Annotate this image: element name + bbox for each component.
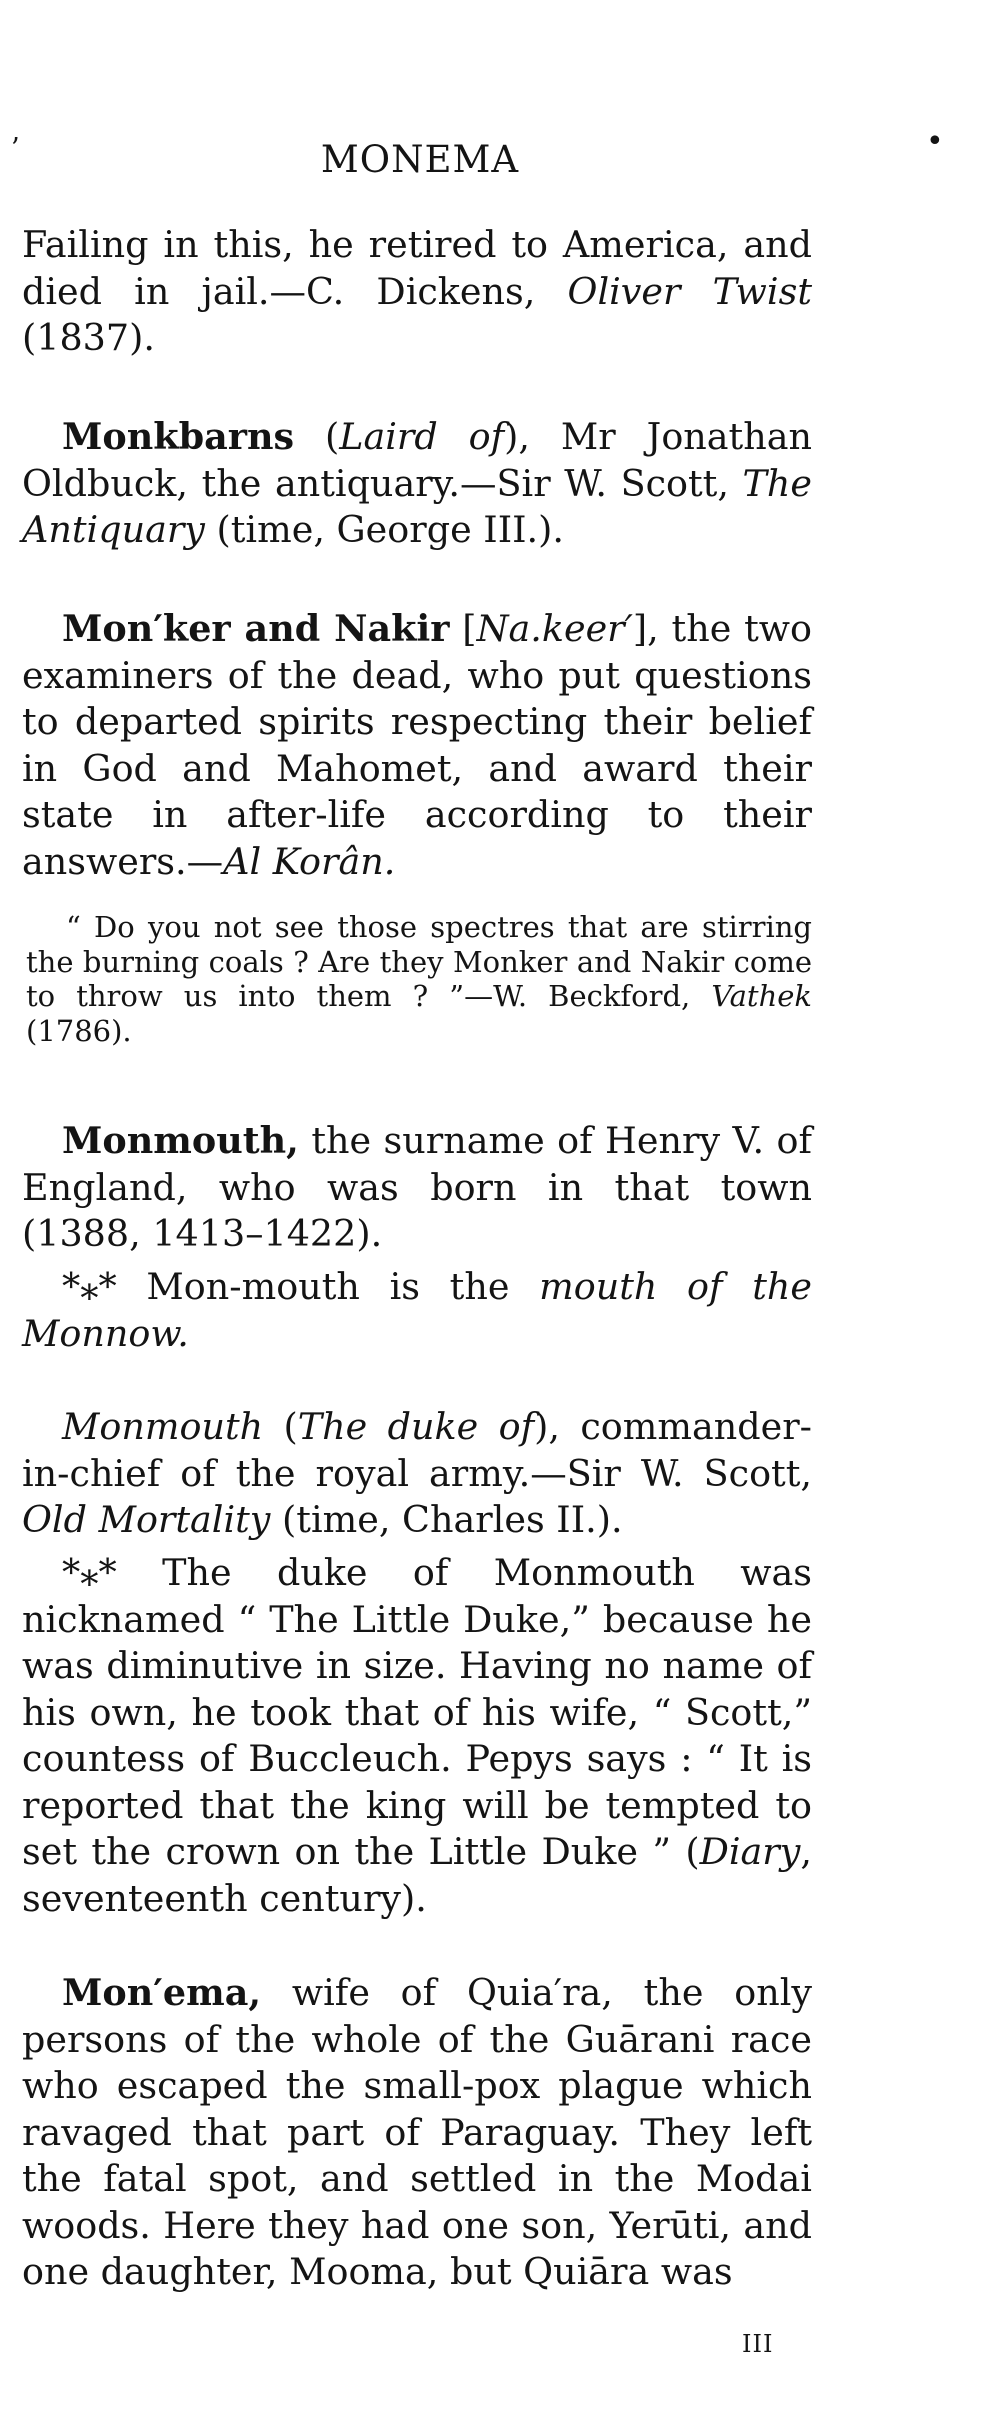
- entry-monker-and-nakir: Mon′ker and Nakir [Na.keer′], the two examiners of the dead, who put questions to departed spirits respecting their belief in God and Mahomet, and award their state in after-life according to their answers.—Al Korân.: [22, 607, 812, 883]
- headword: Mon′ema,: [62, 1971, 262, 2014]
- entry-monmouth-henry: Monmouth, the surname of Henry V. of England, who was born in that town (1388, 1413–1422).: [22, 1119, 812, 1255]
- pronunciation: Na.keer′: [476, 607, 633, 650]
- work-title: Vathek: [711, 979, 812, 1013]
- running-head: MONEMA: [320, 138, 520, 181]
- entry-monema: Mon′ema, wife of Quia′ra, the only persons of the whole of the Guārani race who escaped the small-pox plague which ravaged that part of Paraguay. They left the fatal spot, and settled in the Modai woods. Here they had one son, Yerūti, and one daughter, Mooma, but Quiāra was: [22, 1971, 812, 2293]
- note-asterism: *⁎*: [62, 1551, 117, 1594]
- work-title: Oliver Twist: [567, 269, 812, 313]
- headword: Mon′ker and Nakir: [62, 607, 450, 650]
- headword: Monkbarns: [62, 415, 295, 458]
- quotation-block: “ Do you not see those spectres that are stirring the burning coals ? Are they Monker and Nakir come to throw us into them ? ”—W. Beckford, Vathek (1786).: [26, 910, 812, 1048]
- headword: Monmouth,: [62, 1119, 299, 1162]
- work-title: Diary: [699, 1830, 801, 1873]
- note-monmouth-duke: *⁎* The duke of Monmouth was nicknamed “ The Little Duke,” because he was diminutive in size. Having no name of his own, he took that of his wife, “ Scott,” countess of Buccleuch. Pepys says : “ It is reported that the king will be tempted to set the crown on the Little Duke ” (Diary, seventeenth century).: [22, 1551, 812, 1920]
- work-title: Old Mortality: [22, 1498, 271, 1541]
- margin-mark-right: •: [926, 124, 944, 159]
- entry-monmouth-duke: Monmouth (The duke of), commander-in-chief of the royal army.—Sir W. Scott, Old Mortality (time, Charles II.).: [22, 1405, 812, 1541]
- work-title: The Antiquary: [22, 461, 812, 551]
- headword: Monmouth: [62, 1405, 264, 1448]
- entry-monkbarns: Monkbarns (Laird of), Mr Jonathan Oldbuck, the antiquary.—Sir W. Scott, The Antiquary (time, George III.).: [22, 415, 812, 551]
- margin-mark-left: ʼ: [10, 132, 19, 165]
- work-title: Al Korân.: [223, 839, 396, 883]
- note-monmouth-henry: *⁎* Mon-mouth is the mouth of the Monnow.: [22, 1265, 812, 1355]
- note-asterism: *⁎*: [62, 1265, 117, 1308]
- entry-continuation: Failing in this, he retired to America, and died in jail.—C. Dickens, Oliver Twist (1837).: [22, 223, 812, 359]
- signature-mark: III: [742, 2330, 774, 2358]
